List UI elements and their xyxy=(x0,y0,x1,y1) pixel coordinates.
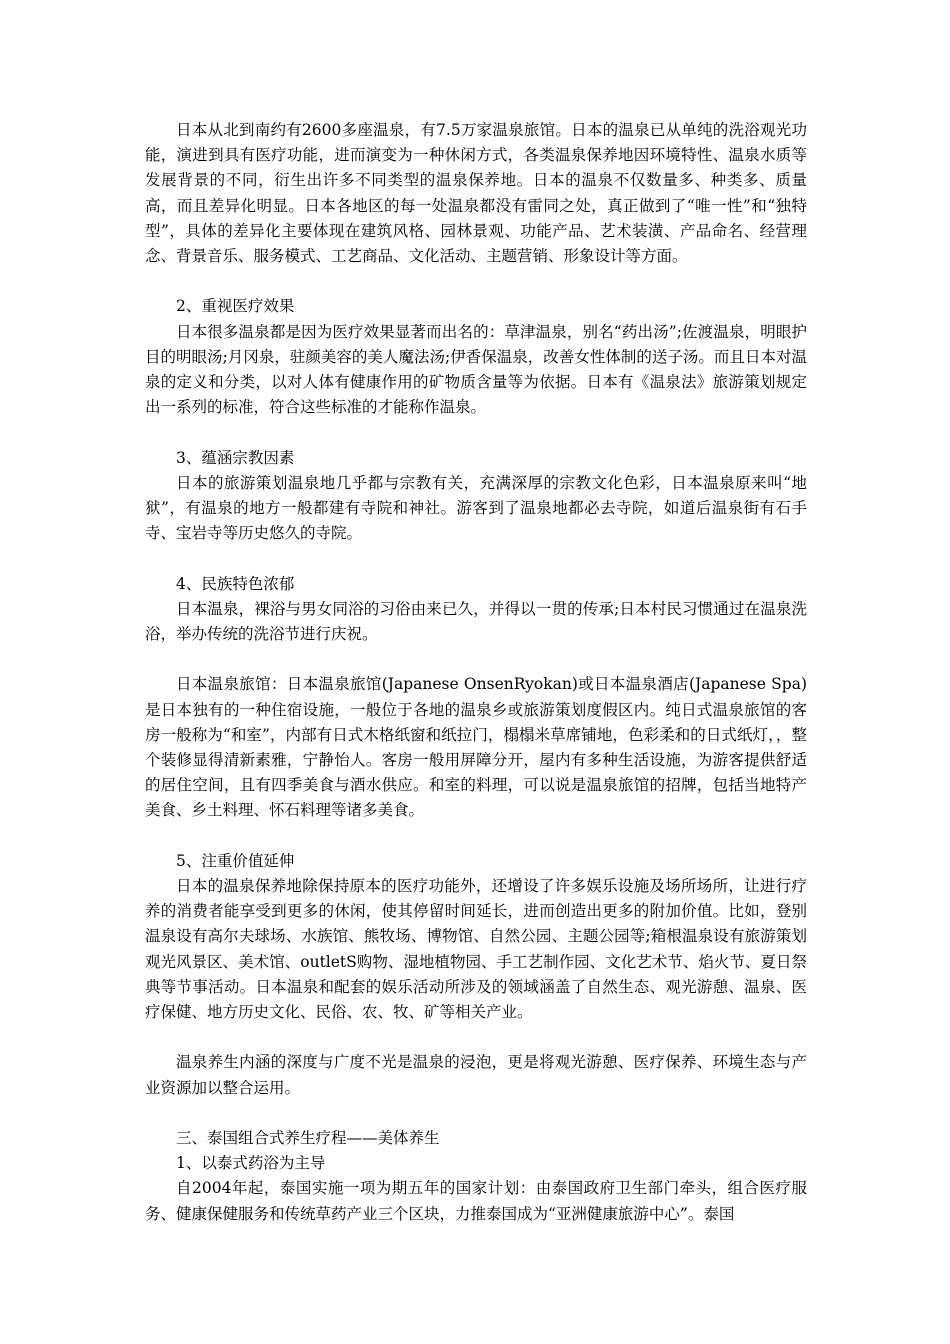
heading-thailand-section: 三、泰国组合式养生疗程——美体养生 xyxy=(176,1129,440,1148)
heading-medical-effect: 2、重视医疗效果 xyxy=(176,297,295,316)
paragraph-thai-plan: 自2004年起，泰国实施一项为期五年的国家计划：由泰国政府卫生部门牵头，组合医疗服务、健康保健服务和传统草药产业三个区块，力推泰国成为“亚洲健康旅游中心”。泰国 xyxy=(145,1179,807,1223)
paragraph-value-extension: 日本的温泉保养地除保持原本的医疗功能外，还增设了许多娱乐设施及场所场所，让进行疗养的消费者能享受到更多的休闲，使其停留时间延长，进而创造出更多的附加价值。比如，登别温泉设有高尔夫球场、水族馆、熊牧场、博物馆、自然公园、主题公园等;箱根温泉设有旅游策划观光风景区、美术馆、outletS购物、湿地植物园、手工艺制作园、文化艺术节、焰火节、夏日祭典等节事活动。日本温泉和配套的娱乐活动所涉及的领域涵盖了自然生态、观光游憩、温泉、医疗保健、地方历史文化、民俗、农、牧、矿等相关产业。 xyxy=(145,877,807,1022)
paragraph-gap xyxy=(145,1025,807,1050)
heading-ethnic-features: 4、民族特色浓郁 xyxy=(176,574,295,593)
paragraph-ethnic-features: 日本温泉，裸浴与男女同浴的习俗由来已久，并得以一贯的传承;日本村民习惯通过在温泉洗浴，举办传统的洗浴节进行庆祝。 xyxy=(145,599,807,644)
document-page xyxy=(145,118,807,1227)
paragraph-wellness-summary: 温泉养生内涵的深度与广度不光是温泉的浸泡，更是将观光游憩、医疗保养、环境生态与产业资源加以整合运用。 xyxy=(145,1053,807,1097)
paragraph-gap xyxy=(145,1101,807,1126)
heading-thai-herbal-bath: 1、以泰式药浴为主导 xyxy=(176,1154,326,1173)
heading-value-extension: 5、注重价值延伸 xyxy=(176,851,295,870)
paragraph-gap xyxy=(145,647,807,672)
paragraph-gap xyxy=(145,420,807,445)
paragraph-gap xyxy=(145,824,807,849)
paragraph-onsen-ryokan: 日本温泉旅馆：日本温泉旅馆(Japanese OnsenRyokan)或日本温泉酒店(Japanese Spa)是日本独有的一种住宿设施，一般位于各地的温泉乡或旅游策划度假区内。纯日式温泉旅馆的客房一般称为“和室”，内部有日式木格纸窗和纸拉门，榻榻米草席铺地，色彩柔和的日式纸灯，，整个装修显得清新素雅，宁静怡人。客房一般用屏障分开，屋内有多种生活设施，为游客提供舒适的居住空间，且有四季美食与酒水供应。和室的料理，可以说是温泉旅馆的招牌，包括当地特产美食、乡土料理、怀石料理等诸多美食。 xyxy=(145,675,807,820)
paragraph-intro: 日本从北到南约有2600多座温泉，有7.5万家温泉旅馆。日本的温泉已从单纯的洗浴观光功能，演进到具有医疗功能，进而演变为一种休闲方式，各类温泉保养地因环境特性、温泉水质等发展背景的不同，衍生出许多不同类型的温泉保养地。日本的温泉不仅数量多、种类多、质量高，而且差异化明显。日本各地区的每一处温泉都没有雷同之处，真正做到了“唯一性”和“独特型”，具体的差异化主要体现在建筑风格、园林景观、功能产品、艺术装潢、产品命名、经营理念、背景音乐、服务模式、工艺商品、文化活动、主题营销、形象设计等方面。 xyxy=(145,121,807,266)
heading-religion: 3、蕴涵宗教因素 xyxy=(176,448,295,467)
paragraph-religion: 日本的旅游策划温泉地几乎都与宗教有关，充满深厚的宗教文化色彩，日本温泉原来叫“地狱”，有温泉的地方一般都建有寺院和神社。游客到了温泉地都必去寺院，如道后温泉街有石手寺、宝岩寺等历史悠久的寺院。 xyxy=(145,473,807,543)
paragraph-medical-effect: 日本很多温泉都是因为医疗效果显著而出名的：草津温泉，别名“药出汤”;佐渡温泉，明眼护目的明眼汤;月冈泉，驻颜美容的美人魔法汤;伊香保温泉，改善女性体制的送子汤。而且日本对温泉的定义和分类，以对人体有健康作用的矿物质含量等为依据。日本有《温泉法》旅游策划规定出一系列的标准，符合这些标准的才能称作温泉。 xyxy=(145,322,807,417)
paragraph-gap xyxy=(145,269,807,294)
paragraph-gap xyxy=(145,546,807,571)
